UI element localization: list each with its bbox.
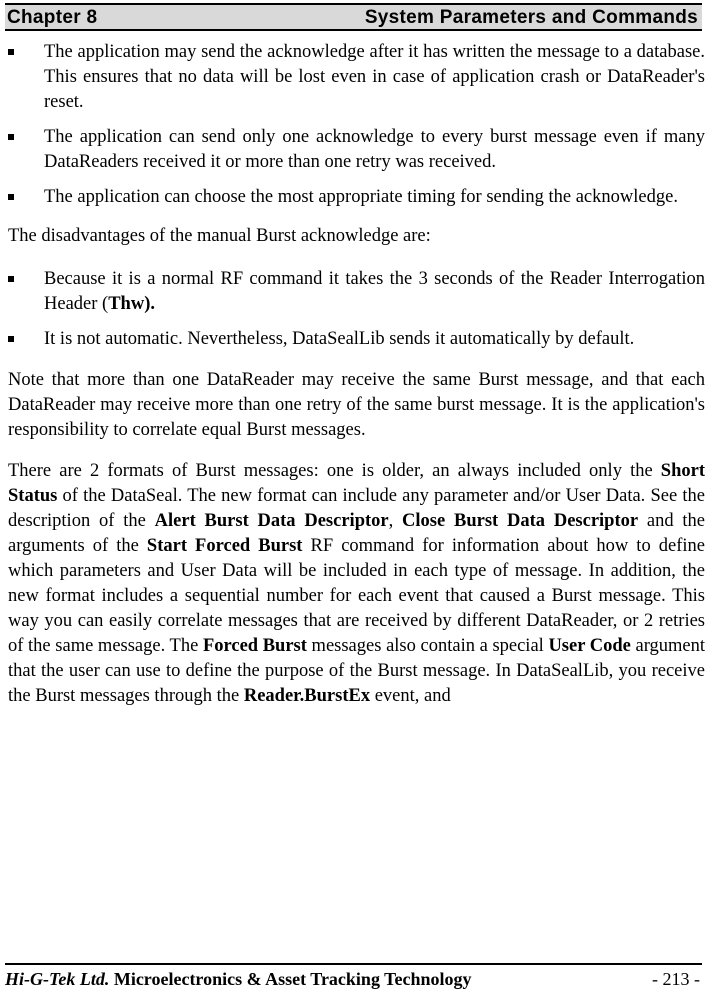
bold-term: Close Burst Data Descriptor [402, 511, 639, 531]
bullet-item [8, 40, 705, 115]
formats-paragraph [8, 459, 705, 709]
bullet-text: The application may send the acknowledge after it has written the message to a database. This ensures that no data will be lost even in case of application crash or DataReader's reset. [44, 42, 705, 112]
page-number: - 213 - [652, 969, 700, 989]
bullet-text-part: Because it is a normal RF command it takes the 3 seconds of the Reader Interrogation Header ( [44, 269, 705, 314]
bullet-item [8, 185, 705, 210]
note-paragraph: Note that more than one DataReader may receive the same Burst message, and that each DataReader may receive more than one retry of the same burst message. It is the application's responsibility to correlate equal Burst messages. [8, 370, 705, 440]
paragraph-text: RF command for information about how to define which parameters and User Data will be included in each type of message. In addition, the new format includes a sequential number for each event that caused a Burst message. This way you can easily correlate messages that are received by different DataReader, or 2 retries of the same message. The [8, 536, 705, 656]
page-body [8, 40, 705, 709]
footer-company [5, 969, 471, 990]
page-header [5, 3, 702, 31]
company-name: Hi-G-Tek Ltd. [5, 969, 110, 989]
bold-term: Alert Burst Data Descriptor [154, 511, 389, 531]
bold-term: Reader.BurstEx [243, 686, 371, 706]
bullet-square-icon [8, 276, 14, 282]
bold-term: Short Status [8, 461, 705, 506]
bullet-text: The application can choose the most appropriate timing for sending the acknowledge. [44, 187, 678, 207]
paragraph-text: There are 2 formats of Burst messages: one is older, an always included only the [8, 461, 661, 481]
paragraph-text: event, and [370, 686, 451, 706]
paragraph-text: , [388, 511, 403, 531]
bold-term: Start Forced Burst [146, 536, 303, 556]
page-footer [5, 963, 702, 991]
bullet-item [8, 327, 705, 352]
bullet-square-icon [8, 194, 14, 200]
paragraph-text: messages also contain a special [306, 636, 549, 656]
chapter-title: System Parameters and Commands [364, 7, 698, 28]
bullet-square-icon [8, 134, 14, 140]
bold-term: User Code [548, 636, 631, 656]
paragraph-text: argument that the user can use to define the purpose of the Burst message. In DataSealLib, you receive the Burst messages through the [8, 636, 706, 706]
bullet-text: It is not automatic. Nevertheless, DataSealLib sends it automatically by default. [44, 329, 635, 349]
chapter-label: Chapter 8 [7, 7, 98, 28]
bold-term: Forced Burst [202, 636, 307, 656]
bullet-square-icon [8, 49, 14, 55]
paragraph-text: of the DataSeal. The new format can include any parameter and/or User Data. See the description of the [8, 486, 705, 531]
bullet-text: The application can send only one acknowledge to every burst message even if many DataReaders received it or more than one retry was received. [44, 127, 705, 172]
disadvantages-intro: The disadvantages of the manual Burst acknowledge are: [8, 226, 431, 246]
bullet-item [8, 267, 705, 317]
bullet-square-icon [8, 336, 14, 342]
bullet-bold-term: Thw). [108, 294, 155, 314]
bullet-item [8, 125, 705, 175]
paragraph-text: and the arguments of the [8, 511, 706, 556]
company-tagline: Microelectronics & Asset Tracking Technology [109, 969, 472, 989]
